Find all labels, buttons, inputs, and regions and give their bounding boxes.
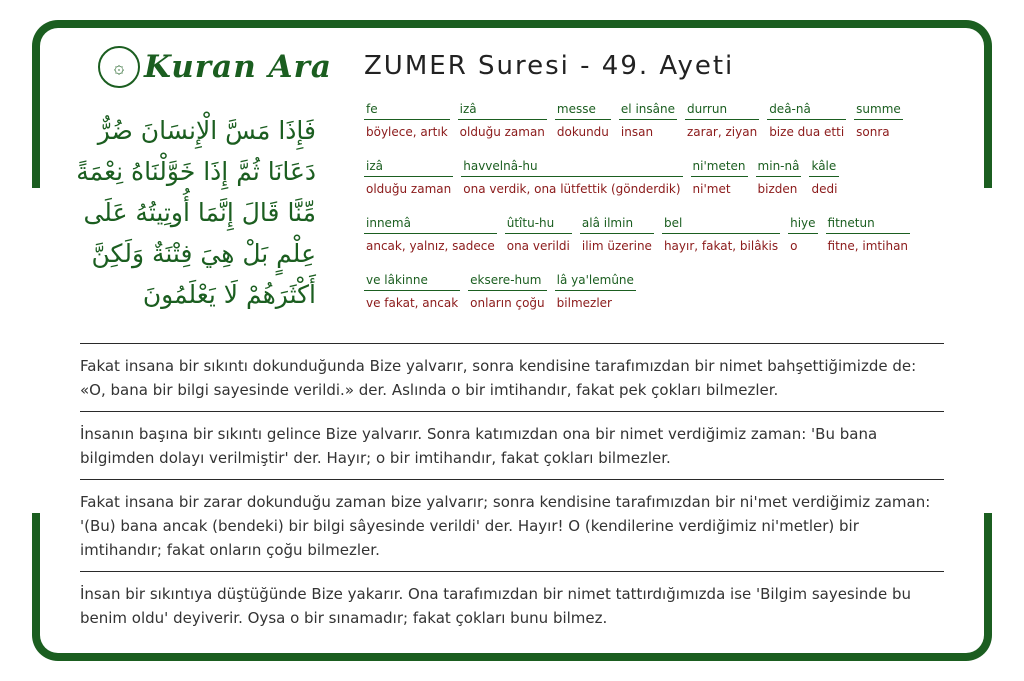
quran-seal-icon: ۞ bbox=[98, 46, 140, 88]
word-transliteration[interactable]: izâ bbox=[458, 100, 547, 120]
word-transliteration[interactable]: ni'meten bbox=[691, 157, 748, 177]
word-meaning: insan bbox=[620, 125, 654, 139]
word-item[interactable] bbox=[809, 157, 839, 214]
word-transliteration[interactable]: lâ ya'lemûne bbox=[555, 271, 636, 291]
word-transliteration[interactable]: fitnetun bbox=[826, 214, 911, 234]
word-row bbox=[364, 271, 944, 328]
word-item[interactable] bbox=[619, 100, 677, 157]
word-item[interactable] bbox=[458, 100, 547, 157]
word-meaning: ona verildi bbox=[506, 239, 570, 253]
word-item[interactable] bbox=[461, 157, 682, 214]
word-item[interactable] bbox=[788, 214, 817, 271]
word-row bbox=[364, 214, 944, 271]
word-meaning: fitne, imtihan bbox=[827, 239, 909, 253]
frame-corner-left-bottom bbox=[32, 513, 40, 527]
page-title: ZUMER Suresi - 49. Ayeti bbox=[364, 51, 735, 81]
translation-item: Fakat insana bir zarar dokunduğu zaman bize yalvarır; sonra kendisine tarafımızdan bir ni'met verdiğimiz zaman: '(Bu) bana ancak (bendeki) bir bilgi sâyesinde verildi' der. Hayır! O (kendilerine verdiğimiz ni'metler) bir imtihandır; fakat onların çoğu bilmezler. bbox=[80, 479, 944, 571]
word-transliteration[interactable]: fe bbox=[364, 100, 450, 120]
word-meaning: o bbox=[790, 239, 798, 253]
word-meaning: bilmezler bbox=[556, 296, 612, 310]
translation-item: Fakat insana bir sıkıntı dokunduğunda Bize yalvarır, sonra kendisine tarafımızdan bir nimet bahşettiğimizde de: «O, bana bir bilgi sayesinde verildi.» der. Aslında o bir imtihandır, fakat pek çokları bilmezler. bbox=[80, 343, 944, 411]
word-item[interactable] bbox=[685, 100, 759, 157]
word-item[interactable] bbox=[468, 271, 546, 328]
word-item[interactable] bbox=[364, 271, 460, 328]
word-meaning: bizden bbox=[757, 182, 798, 196]
word-row bbox=[364, 157, 944, 214]
word-item[interactable] bbox=[580, 214, 654, 271]
word-item[interactable] bbox=[505, 214, 572, 271]
word-transliteration[interactable]: summe bbox=[854, 100, 903, 120]
word-item[interactable] bbox=[662, 214, 780, 271]
word-transliteration[interactable]: hiye bbox=[788, 214, 817, 234]
word-item[interactable] bbox=[826, 214, 911, 271]
word-transliteration[interactable]: bel bbox=[662, 214, 780, 234]
site-logo-text: Kuran Ara bbox=[144, 49, 333, 85]
word-transliteration[interactable]: el insâne bbox=[619, 100, 677, 120]
word-transliteration[interactable]: izâ bbox=[364, 157, 453, 177]
word-item[interactable] bbox=[364, 100, 450, 157]
word-meaning: sonra bbox=[856, 125, 890, 139]
word-meaning: dedi bbox=[811, 182, 838, 196]
word-item[interactable] bbox=[854, 100, 903, 157]
word-meaning: ve fakat, ancak bbox=[366, 296, 459, 310]
word-meaning: böylece, artık bbox=[366, 125, 448, 139]
site-logo-link[interactable] bbox=[98, 46, 332, 88]
word-meaning: ni'met bbox=[692, 182, 731, 196]
frame-corner-left bbox=[32, 170, 40, 188]
word-transliteration[interactable]: alâ ilmin bbox=[580, 214, 654, 234]
word-item[interactable] bbox=[555, 100, 611, 157]
word-meaning: ilim üzerine bbox=[581, 239, 652, 253]
translation-item: İnsanın başına bir sıkıntı gelince Bize yalvarır. Sonra katımızdan ona bir nimet verdiğimiz zaman: 'Bu bana bilgimden dolayı verilmiştir' der. Hayır; o bir imtihandır, fakat çokları bilmezler. bbox=[80, 411, 944, 479]
word-item[interactable] bbox=[756, 157, 802, 214]
word-transliteration[interactable]: min-nâ bbox=[756, 157, 802, 177]
word-by-word-list bbox=[364, 100, 944, 328]
word-item[interactable] bbox=[364, 214, 497, 271]
word-meaning: bize dua etti bbox=[769, 125, 845, 139]
word-transliteration[interactable]: ûtîtu-hu bbox=[505, 214, 572, 234]
word-meaning: hayır, fakat, bilâkis bbox=[663, 239, 779, 253]
word-meaning: olduğu zaman bbox=[459, 125, 545, 139]
arabic-verse: فَإِذَا مَسَّ الْإِنسَانَ ضُرٌّ دَعَانَا ثُمَّ إِذَا خَوَّلْنَاهُ نِعْمَةً مِّنَّا قَالَ إِنَّمَا أُوتِيتُهُ عَلَى عِلْمٍ بَلْ هِيَ فِتْنَةٌ وَلَكِنَّ أَكْثَرَهُمْ لَا يَعْلَمُونَ bbox=[76, 116, 316, 309]
word-item[interactable] bbox=[555, 271, 636, 328]
word-transliteration[interactable]: ve lâkinne bbox=[364, 271, 460, 291]
word-transliteration[interactable]: messe bbox=[555, 100, 611, 120]
word-meaning: olduğu zaman bbox=[366, 182, 452, 196]
word-item[interactable] bbox=[364, 157, 453, 214]
word-transliteration[interactable]: deâ-nâ bbox=[767, 100, 846, 120]
word-meaning: dokundu bbox=[556, 125, 609, 139]
translations-list bbox=[80, 343, 944, 639]
word-meaning: ona verdik, ona lütfettik (gönderdik) bbox=[463, 182, 681, 196]
word-transliteration[interactable]: eksere-hum bbox=[468, 271, 546, 291]
word-row bbox=[364, 100, 944, 157]
word-transliteration[interactable]: innemâ bbox=[364, 214, 497, 234]
word-meaning: zarar, ziyan bbox=[686, 125, 758, 139]
word-meaning: onların çoğu bbox=[470, 296, 545, 310]
word-transliteration[interactable]: kâle bbox=[809, 157, 839, 177]
word-item[interactable] bbox=[691, 157, 748, 214]
frame-corner-right bbox=[984, 170, 992, 188]
frame-corner-right-bottom bbox=[984, 513, 992, 527]
word-transliteration[interactable]: havvelnâ-hu bbox=[461, 157, 682, 177]
translation-item: İnsan bir sıkıntıya düştüğünde Bize yakarır. Ona tarafımızdan bir nimet tattırdığımızda ise 'Bilgim sayesinde bu benim oldu' deyiverir. Oysa o bir sınamadır; fakat çokları bunu bilmez. bbox=[80, 571, 944, 639]
word-meaning: ancak, yalnız, sadece bbox=[366, 239, 495, 253]
word-transliteration[interactable]: durrun bbox=[685, 100, 759, 120]
word-item[interactable] bbox=[767, 100, 846, 157]
